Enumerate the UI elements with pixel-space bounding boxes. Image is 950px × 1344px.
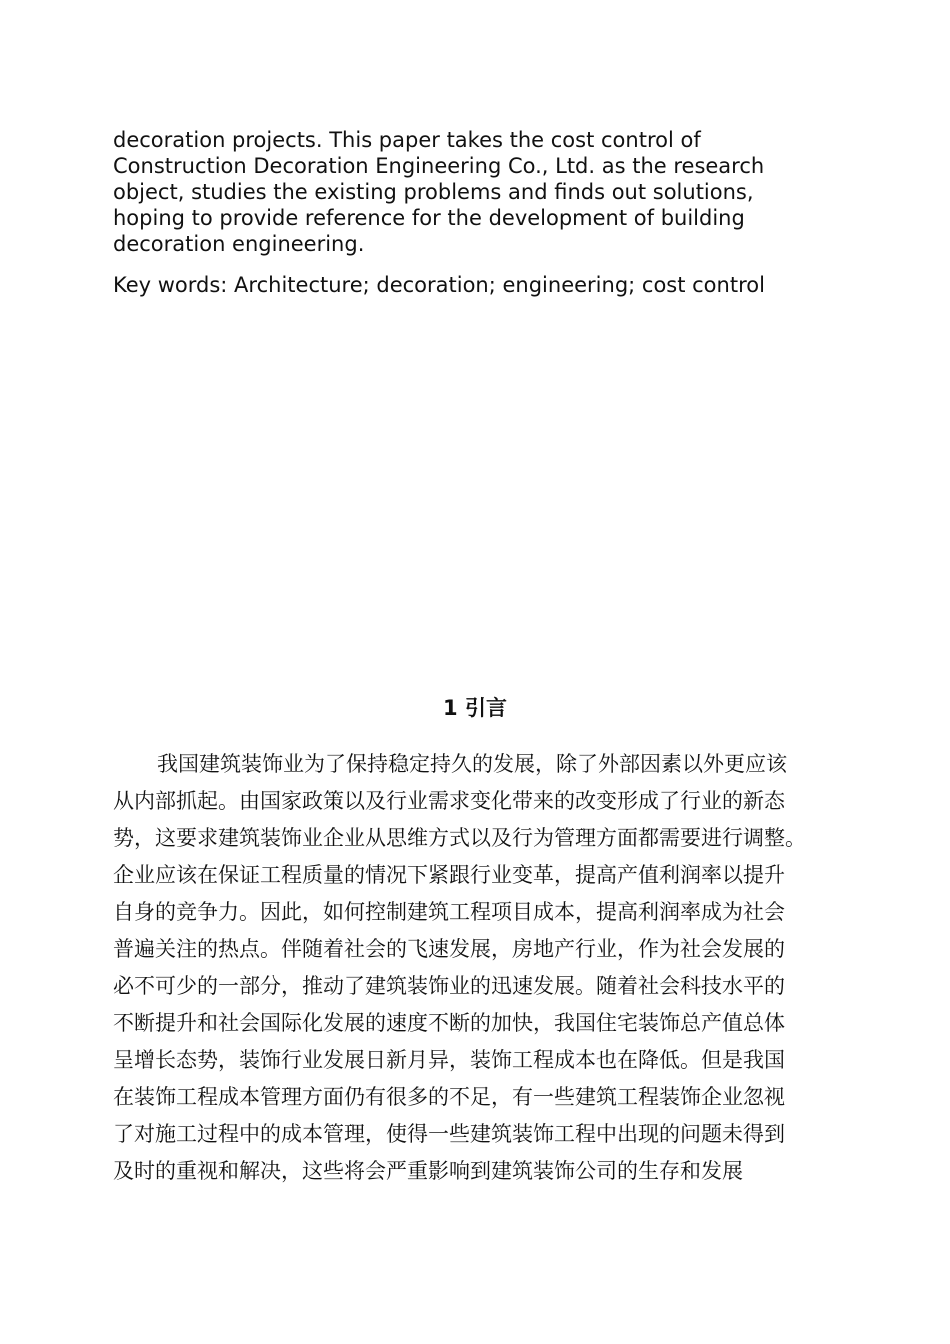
abstract-line: hoping to provide reference for the development of building <box>113 206 745 230</box>
paragraph-line: 了对施工过程中的成本管理，使得一些建筑装饰工程中出现的问题未得到 <box>113 1122 785 1146</box>
paragraph-line: 不断提升和社会国际化发展的速度不断的加快，我国住宅装饰总产值总体 <box>113 1011 785 1035</box>
paragraph-line: 从内部抓起。由国家政策以及行业需求变化带来的改变形成了行业的新态 <box>113 789 785 813</box>
section-heading: 1 引言 <box>443 696 507 720</box>
abstract-line: decoration projects. This paper takes the cost control of <box>113 128 701 152</box>
paragraph-line: 企业应该在保证工程质量的情况下紧跟行业变革，提高产值利润率以提升 <box>113 863 785 887</box>
abstract-line: object, studies the existing problems and finds out solutions, <box>113 180 754 204</box>
keywords-line: Key words: Architecture; decoration; engineering; cost control <box>113 273 765 297</box>
paragraph-line: 呈增长态势，装饰行业发展日新月异，装饰工程成本也在降低。但是我国 <box>113 1048 785 1072</box>
abstract-continuation <box>113 127 823 257</box>
abstract-line: decoration engineering. <box>113 232 365 256</box>
paragraph-line: 在装饰工程成本管理方面仍有很多的不足，有一些建筑工程装饰企业忽视 <box>113 1085 785 1109</box>
intro-paragraph <box>113 746 833 1190</box>
paragraph-line: 必不可少的一部分，推动了建筑装饰业的迅速发展。随着社会科技水平的 <box>113 974 785 998</box>
paragraph-line: 我国建筑装饰业为了保持稳定持久的发展，除了外部因素以外更应该 <box>157 752 787 776</box>
paragraph-line: 势，这要求建筑装饰业企业从思维方式以及行为管理方面都需要进行调整。 <box>113 826 806 850</box>
abstract-line: Construction Decoration Engineering Co., Ltd. as the research <box>113 154 765 178</box>
paragraph-line: 自身的竞争力。因此，如何控制建筑工程项目成本，提高利润率成为社会 <box>113 900 785 924</box>
paragraph-line: 普遍关注的热点。伴随着社会的飞速发展，房地产行业，作为社会发展的 <box>113 937 785 961</box>
paragraph-line: 及时的重视和解决，这些将会严重影响到建筑装饰公司的生存和发展 <box>113 1159 743 1183</box>
